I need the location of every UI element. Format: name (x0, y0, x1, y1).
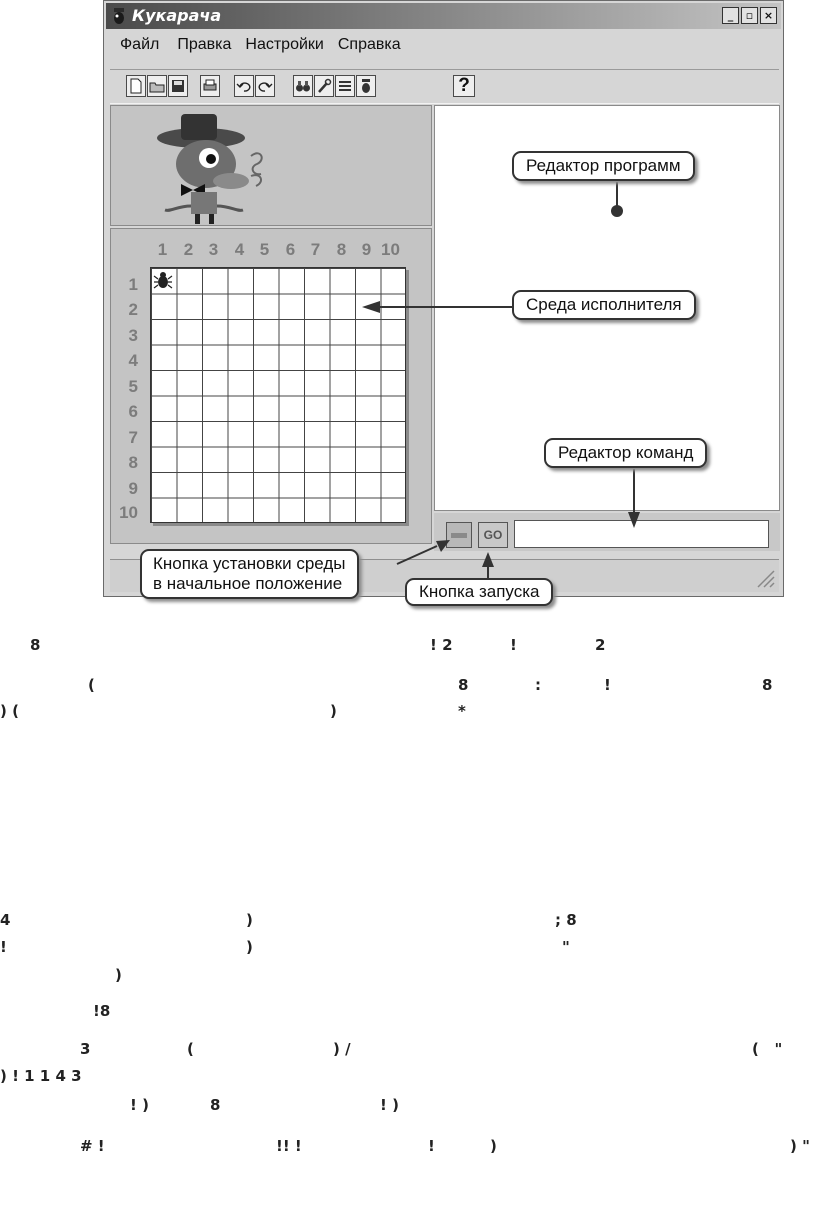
grid-row-label: 5 (128, 377, 138, 396)
run-button[interactable]: GO (478, 522, 508, 548)
grid-col-label: 6 (285, 240, 296, 259)
doc-fragment: 8 (458, 676, 469, 694)
reset-callout-line-1: Кнопка установки среды (153, 554, 346, 573)
doc-fragment: ) ( (0, 702, 19, 720)
menu-edit[interactable]: Правка (177, 36, 232, 53)
window-title: Кукарача (132, 6, 222, 25)
doc-fragment: ) (246, 911, 253, 929)
doc-fragment: ) " (790, 1137, 810, 1155)
grid-col-label: 2 (183, 240, 194, 259)
grid-row-label: 3 (128, 326, 138, 345)
doc-fragment: ( (88, 676, 95, 694)
grid-col-label: 1 (157, 240, 168, 259)
doc-fragment: 8 (30, 636, 41, 654)
doc-fragment: ) (330, 702, 337, 720)
grid-row-label: 9 (128, 479, 138, 498)
reset-callout-line-2: в начальное положение (153, 574, 343, 593)
grid-row-label: 7 (128, 428, 138, 447)
grid-col-label: 5 (259, 240, 270, 259)
grid-col-label: 4 (234, 240, 245, 259)
doc-fragment: 3 (80, 1040, 91, 1058)
close-button[interactable]: × (760, 7, 777, 24)
doc-fragment: ) (490, 1137, 497, 1155)
grid-col-label: 9 (361, 240, 372, 259)
doc-fragment: ) / (333, 1040, 351, 1058)
doc-fragment: ! (428, 1137, 435, 1155)
grid-col-label: 7 (310, 240, 321, 259)
grid-row-label: 6 (128, 402, 138, 421)
grid-col-label: 8 (336, 240, 347, 259)
doc-fragment: " (562, 938, 570, 956)
doc-fragment: ! (0, 938, 7, 956)
doc-fragment: ! (604, 676, 611, 694)
performer-environment-callout: Среда исполнителя (512, 290, 696, 320)
doc-fragment: 8 (210, 1096, 221, 1114)
grid-row-label: 1 (128, 275, 138, 294)
minimize-button[interactable]: _ (722, 7, 739, 24)
grid-row-label: 10 (119, 503, 138, 522)
doc-fragment: : (535, 676, 541, 694)
doc-fragment: ! 2 (430, 636, 453, 654)
doc-fragment: ! (510, 636, 517, 654)
doc-fragment: ( " (752, 1040, 783, 1058)
menu-file[interactable]: Файл (120, 36, 160, 53)
reset-button-callout (140, 549, 359, 599)
doc-fragment: ( (187, 1040, 194, 1058)
maximize-button[interactable]: ▫ (741, 7, 758, 24)
doc-fragment: * (458, 702, 466, 720)
doc-fragment: !! ! (276, 1137, 302, 1155)
doc-fragment: !8 (93, 1002, 111, 1020)
doc-fragment: ! ) (380, 1096, 399, 1114)
grid-col-label: 3 (208, 240, 219, 259)
doc-fragment: ; 8 (555, 911, 577, 929)
doc-fragment: 8 (762, 676, 773, 694)
doc-fragment: 2 (595, 636, 606, 654)
command-editor-callout: Редактор команд (544, 438, 707, 468)
grid-row-label: 8 (128, 453, 138, 472)
grid-row-label: 4 (128, 351, 138, 370)
menu-settings[interactable]: Настройки (245, 36, 324, 53)
run-button-callout: Кнопка запуска (405, 578, 553, 606)
grid-col-label: 10 (381, 240, 400, 259)
doc-fragment: ! ) (130, 1096, 149, 1114)
grid-row-label: 2 (128, 300, 138, 319)
help-button[interactable]: ? (453, 75, 475, 97)
program-editor-callout: Редактор программ (512, 151, 695, 181)
menu-help[interactable]: Справка (337, 36, 401, 53)
doc-fragment: # ! (80, 1137, 105, 1155)
doc-fragment: ) (115, 966, 122, 984)
doc-fragment: ) ! 1 1 4 3 (0, 1067, 82, 1085)
doc-fragment: ) (246, 938, 253, 956)
doc-fragment: 4 (0, 911, 11, 929)
